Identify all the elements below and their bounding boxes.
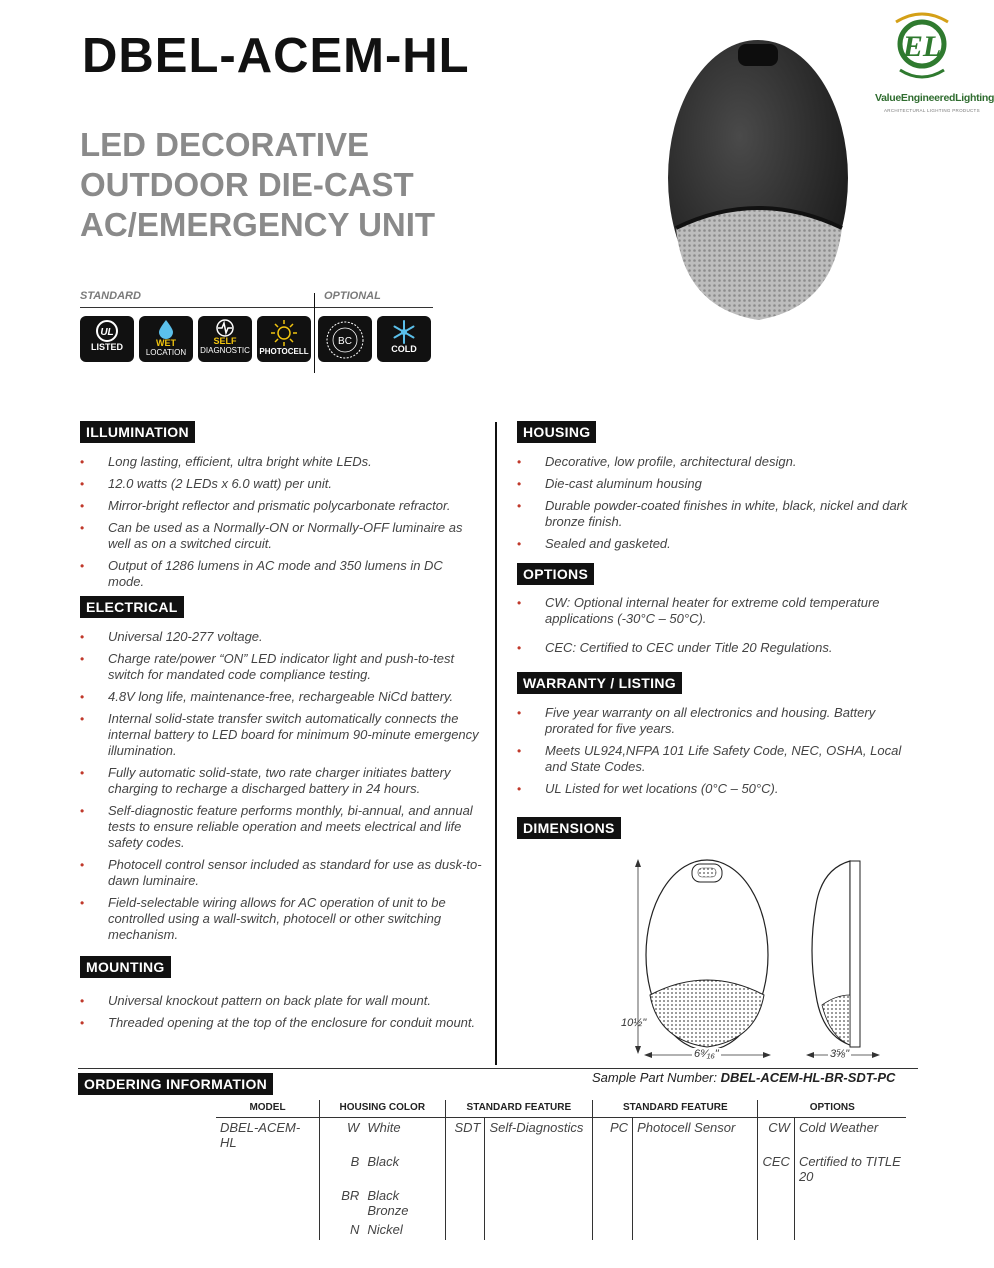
- snowflake-icon: [391, 319, 417, 345]
- section-header-electrical: ELECTRICAL: [80, 596, 184, 618]
- table-cell: [758, 1186, 794, 1220]
- dimension-height: 10½": [621, 1017, 647, 1029]
- table-cell: [593, 1220, 633, 1240]
- table-cell: [593, 1186, 633, 1220]
- list-item: • Long lasting, efficient, ultra bright white LEDs.: [80, 454, 480, 470]
- column-divider: [495, 422, 497, 1065]
- illumination-list: [80, 454, 480, 596]
- badge-text: SELF: [213, 336, 237, 346]
- list-item: • Fully automatic solid-state, two rate charger initiates battery charging to recharge a discharged battery in 24 hours.: [80, 765, 490, 797]
- table-cell: SDT: [445, 1118, 485, 1153]
- section-header-housing: HOUSING: [517, 421, 596, 443]
- table-cell: B: [320, 1152, 364, 1186]
- svg-text:UL: UL: [100, 327, 114, 338]
- list-item: • Self-diagnostic feature performs monthly, bi-annual, and annual tests to ensure reliable operation and meets electrical and life safety codes.: [80, 803, 490, 851]
- table-cell: Cold Weather: [794, 1118, 906, 1153]
- list-item: • Decorative, low profile, architectural design.: [517, 454, 917, 470]
- table-cell: [633, 1186, 758, 1220]
- section-header-ordering: ORDERING INFORMATION: [78, 1073, 273, 1095]
- table-cell: [216, 1186, 320, 1220]
- table-cell: Self-Diagnostics: [485, 1118, 593, 1153]
- table-row: [216, 1118, 906, 1153]
- section-header-warranty: WARRANTY / LISTING: [517, 672, 682, 694]
- ordering-rule: [78, 1068, 918, 1069]
- badge-separator: [314, 293, 315, 373]
- table-cell: N: [320, 1220, 364, 1240]
- options-list: [517, 595, 917, 662]
- dimension-width: 6⁹⁄₁₆": [694, 1048, 719, 1060]
- table-header: OPTIONS: [758, 1100, 906, 1118]
- subtitle-line: AC/EMERGENCY UNIT: [80, 206, 436, 243]
- warranty-list: [517, 705, 917, 803]
- table-cell: [445, 1220, 485, 1240]
- table-cell: Nickel: [367, 1222, 403, 1237]
- list-item: • Universal 120-277 voltage.: [80, 629, 490, 645]
- logo-emblem-icon: [870, 0, 975, 92]
- table-row: [216, 1220, 906, 1240]
- mounting-list: [80, 993, 480, 1037]
- list-item: • 12.0 watts (2 LEDs x 6.0 watt) per unit.: [80, 476, 480, 492]
- optional-label: OPTIONAL: [324, 290, 381, 302]
- logo-tagline: ARCHITECTURAL LIGHTING PRODUCTS: [884, 108, 980, 113]
- list-item: • Charge rate/power “ON” LED indicator light and push-to-test switch for mandated code compliance testing.: [80, 651, 490, 683]
- cec-seal-icon: [323, 319, 367, 361]
- list-item: • Output of 1286 lumens in AC mode and 350 lumens in DC mode.: [80, 558, 480, 590]
- table-cell: [445, 1152, 485, 1186]
- table-cell: [485, 1186, 593, 1220]
- table-cell: DBEL-ACEM-HL: [220, 1120, 301, 1150]
- list-item: • UL Listed for wet locations (0°C – 50°C).: [517, 781, 917, 797]
- sample-part-value: DBEL-ACEM-HL-BR-SDT-PC: [720, 1070, 896, 1085]
- sun-icon: [270, 319, 298, 347]
- table-header: HOUSING COLOR: [320, 1100, 446, 1118]
- dimension-depth: 3⅝": [830, 1048, 850, 1060]
- table-header: STANDARD FEATURE: [445, 1100, 593, 1118]
- table-cell: PC: [593, 1118, 633, 1153]
- water-drop-icon: [157, 319, 175, 339]
- table-cell: [593, 1152, 633, 1186]
- product-subtitle: [80, 125, 500, 245]
- list-item: • CEC: Certified to CEC under Title 20 Regulations.: [517, 640, 917, 656]
- badge-text: DIAGNOSTIC: [200, 346, 250, 355]
- badge-text: WET: [156, 338, 176, 348]
- ul-listed-icon: [95, 319, 119, 343]
- badge-text: PHOTOCELL: [259, 347, 309, 356]
- section-header-options: OPTIONS: [517, 563, 594, 585]
- section-header-mounting: MOUNTING: [80, 956, 171, 978]
- table-header: MODEL: [216, 1100, 320, 1118]
- dimensions-drawing: [610, 855, 890, 1065]
- sample-part-label: Sample Part Number:: [592, 1070, 717, 1085]
- list-item: • Meets UL924,NFPA 101 Life Safety Code, NEC, OSHA, Local and State Codes.: [517, 743, 917, 775]
- standard-label: STANDARD: [80, 290, 141, 302]
- table-row: [216, 1152, 906, 1186]
- table-cell: CEC: [758, 1152, 794, 1186]
- product-photo: [662, 38, 854, 328]
- list-item: • Universal knockout pattern on back plate for wall mount.: [80, 993, 480, 1009]
- ordering-table: [216, 1100, 906, 1240]
- table-cell: W: [320, 1118, 364, 1153]
- svg-text:BC: BC: [338, 336, 352, 347]
- subtitle-line: LED DECORATIVE: [80, 126, 370, 163]
- section-header-illumination: ILLUMINATION: [80, 421, 195, 443]
- table-cell: [485, 1220, 593, 1240]
- table-cell: [633, 1152, 758, 1186]
- table-cell: Black Bronze: [367, 1188, 409, 1218]
- list-item: • Internal solid-state transfer switch automatically connects the internal battery to LED board for minimum 90-minute emergency illumination.: [80, 711, 490, 759]
- badge-ul-listed: [80, 316, 134, 362]
- logo-name: ValueEngineeredLighting: [875, 92, 994, 104]
- table-cell: [216, 1220, 320, 1240]
- list-item: • Photocell control sensor included as standard for use as dusk-to-dawn luminaire.: [80, 857, 490, 889]
- table-cell: [758, 1220, 794, 1240]
- badge-text: COLD: [391, 344, 417, 354]
- badge-self-diagnostic: [198, 316, 252, 362]
- badge-text: LOCATION: [145, 348, 187, 357]
- list-item: • Field-selectable wiring allows for AC operation of unit to be controlled using a wall-switch, photocell or other switching mechanism.: [80, 895, 490, 943]
- badge-divider: [80, 307, 433, 308]
- badge-cec: [318, 316, 372, 362]
- table-header-row: [216, 1100, 906, 1118]
- table-cell: Certified to TITLE 20: [794, 1152, 906, 1186]
- subtitle-line: OUTDOOR DIE-CAST: [80, 166, 414, 203]
- self-diagnostic-icon: [215, 319, 235, 337]
- section-header-dimensions: DIMENSIONS: [517, 817, 621, 839]
- badge-cold: [377, 316, 431, 362]
- brand-logo: [870, 0, 994, 120]
- list-item: • Sealed and gasketed.: [517, 536, 917, 552]
- logo-initials: EL: [902, 30, 942, 63]
- list-item: • Mirror-bright reflector and prismatic polycarbonate refractor.: [80, 498, 480, 514]
- table-cell: White: [367, 1120, 401, 1135]
- table-cell: BR: [320, 1186, 364, 1220]
- table-cell: CW: [758, 1118, 794, 1153]
- table-row: [216, 1186, 906, 1220]
- sample-part-number: [592, 1070, 895, 1085]
- table-cell: [485, 1152, 593, 1186]
- list-item: • 4.8V long life, maintenance-free, rechargeable NiCd battery.: [80, 689, 490, 705]
- table-cell: Black: [367, 1154, 400, 1169]
- table-cell: [794, 1186, 906, 1220]
- table-cell: [794, 1220, 906, 1240]
- housing-list: [517, 454, 917, 558]
- table-header: STANDARD FEATURE: [593, 1100, 758, 1118]
- table-cell: [633, 1220, 758, 1240]
- list-item: • Can be used as a Normally-ON or Normally-OFF luminaire as well as on a switched circuit.: [80, 520, 480, 552]
- list-item: • Five year warranty on all electronics and housing. Battery prorated for five years.: [517, 705, 917, 737]
- list-item: • CW: Optional internal heater for extreme cold temperature applications (-30°C – 50°C).: [517, 595, 917, 627]
- badge-text: LISTED: [90, 342, 123, 352]
- table-cell: Photocell Sensor: [633, 1118, 758, 1153]
- model-title: DBEL-ACEM-HL: [82, 29, 470, 83]
- table-cell: [445, 1186, 485, 1220]
- electrical-list: [80, 629, 490, 949]
- badge-wet-location: [139, 316, 193, 362]
- list-item: • Threaded opening at the top of the enclosure for conduit mount.: [80, 1015, 480, 1031]
- badge-photocell: [257, 316, 311, 362]
- list-item: • Durable powder-coated finishes in white, black, nickel and dark bronze finish.: [517, 498, 917, 530]
- list-item: • Die-cast aluminum housing: [517, 476, 917, 492]
- table-cell: [216, 1152, 320, 1186]
